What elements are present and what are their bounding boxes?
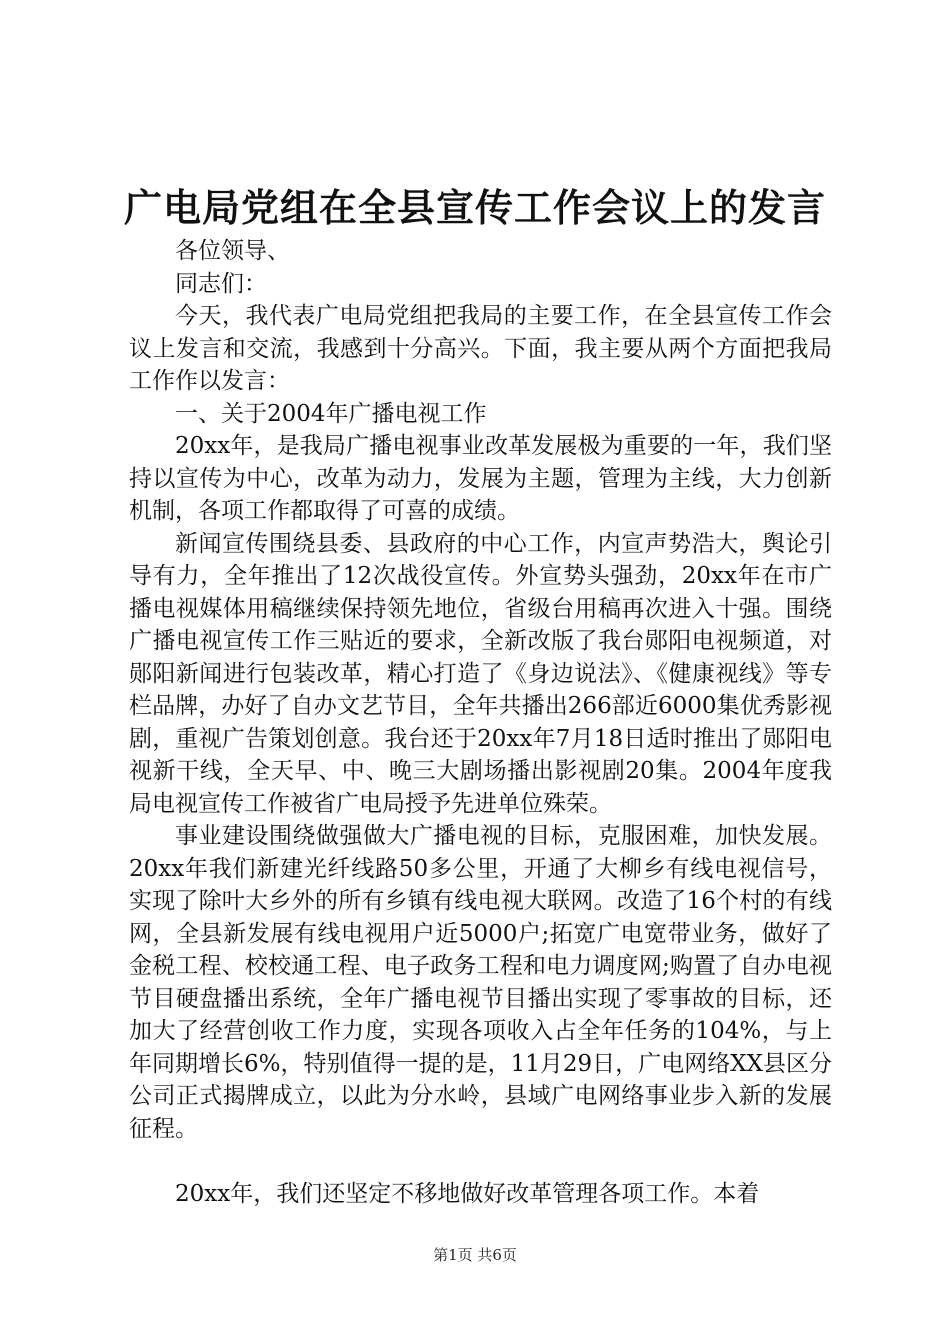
document-body bbox=[129, 235, 832, 1211]
paragraph-news-publicity: 新闻宣传围绕县委、县政府的中心工作，内宣声势浩大，舆论引导有力，全年推出了12次战役宣传。外宣势头强劲，20xx年在市广播电视媒体用稿继续保持领先地位，省级台用稿再次进入十强。围绕广播电视宣传工作三贴近的要求，全新改版了我台郧阳电视频道，对郧阳新闻进行包装改革，精心打造了《身边说法》、《健康视线》等专栏品牌，办好了自办文艺节目，全年共播出266部近6000集优秀影视剧，重视广告策划创意。我台还于20xx年7月18日适时推出了郧阳电视新干线，全天早、中、晚三大剧场播出影视剧20集。2004年度我局电视宣传工作被省广电局授予先进单位殊荣。 bbox=[129, 530, 832, 817]
document-title: 广电局党组在全县宣传工作会议上的发言 bbox=[123, 185, 826, 230]
paragraph-construction: 事业建设围绕做强做大广播电视的目标，克服困难，加快发展。20xx年我们新建光纤线路50多公里，开通了大柳乡有线电视信号，实现了除叶大乡外的所有乡镇有线电视大联网。改造了16个村的有线网，全县新发展有线电视用户近5000户;拓宽广电宽带业务，做好了金税工程、校校通工程、电子政务工程和电力调度网;购置了自办电视节目硬盘播出系统，全年广播电视节目播出实现了零事故的目标，还加大了经营创收工作力度，实现各项收入占全年任务的104%，与上年同期增长6%，特别值得一提的是，11月29日，广电网络XX县区分公司正式揭牌成立，以此为分水岭，县域广电网络事业步入新的发展征程。 bbox=[129, 823, 832, 1142]
paragraph-overview: 20xx年，是我局广播电视事业改革发展极为重要的一年，我们坚持以宣传为中心，改革为动力，发展为主题，管理为主线，大力创新机制，各项工作都取得了可喜的成绩。 bbox=[129, 433, 832, 524]
salutation-comrades: 同志们： bbox=[175, 270, 267, 297]
page-footer: 第1页 共6页 bbox=[433, 1246, 517, 1264]
section-heading: 一、关于2004年广播电视工作 bbox=[175, 400, 487, 427]
paragraph-reform: 20xx年，我们还坚定不移地做好改革管理各项工作。本着 bbox=[175, 1181, 760, 1207]
intro-paragraph: 今天，我代表广电局党组把我局的主要工作，在全县宣传工作会议上发言和交流，我感到十分高兴。下面，我主要从两个方面把我局工作作以发言： bbox=[129, 303, 832, 394]
salutation-leaders: 各位领导、 bbox=[175, 238, 290, 264]
